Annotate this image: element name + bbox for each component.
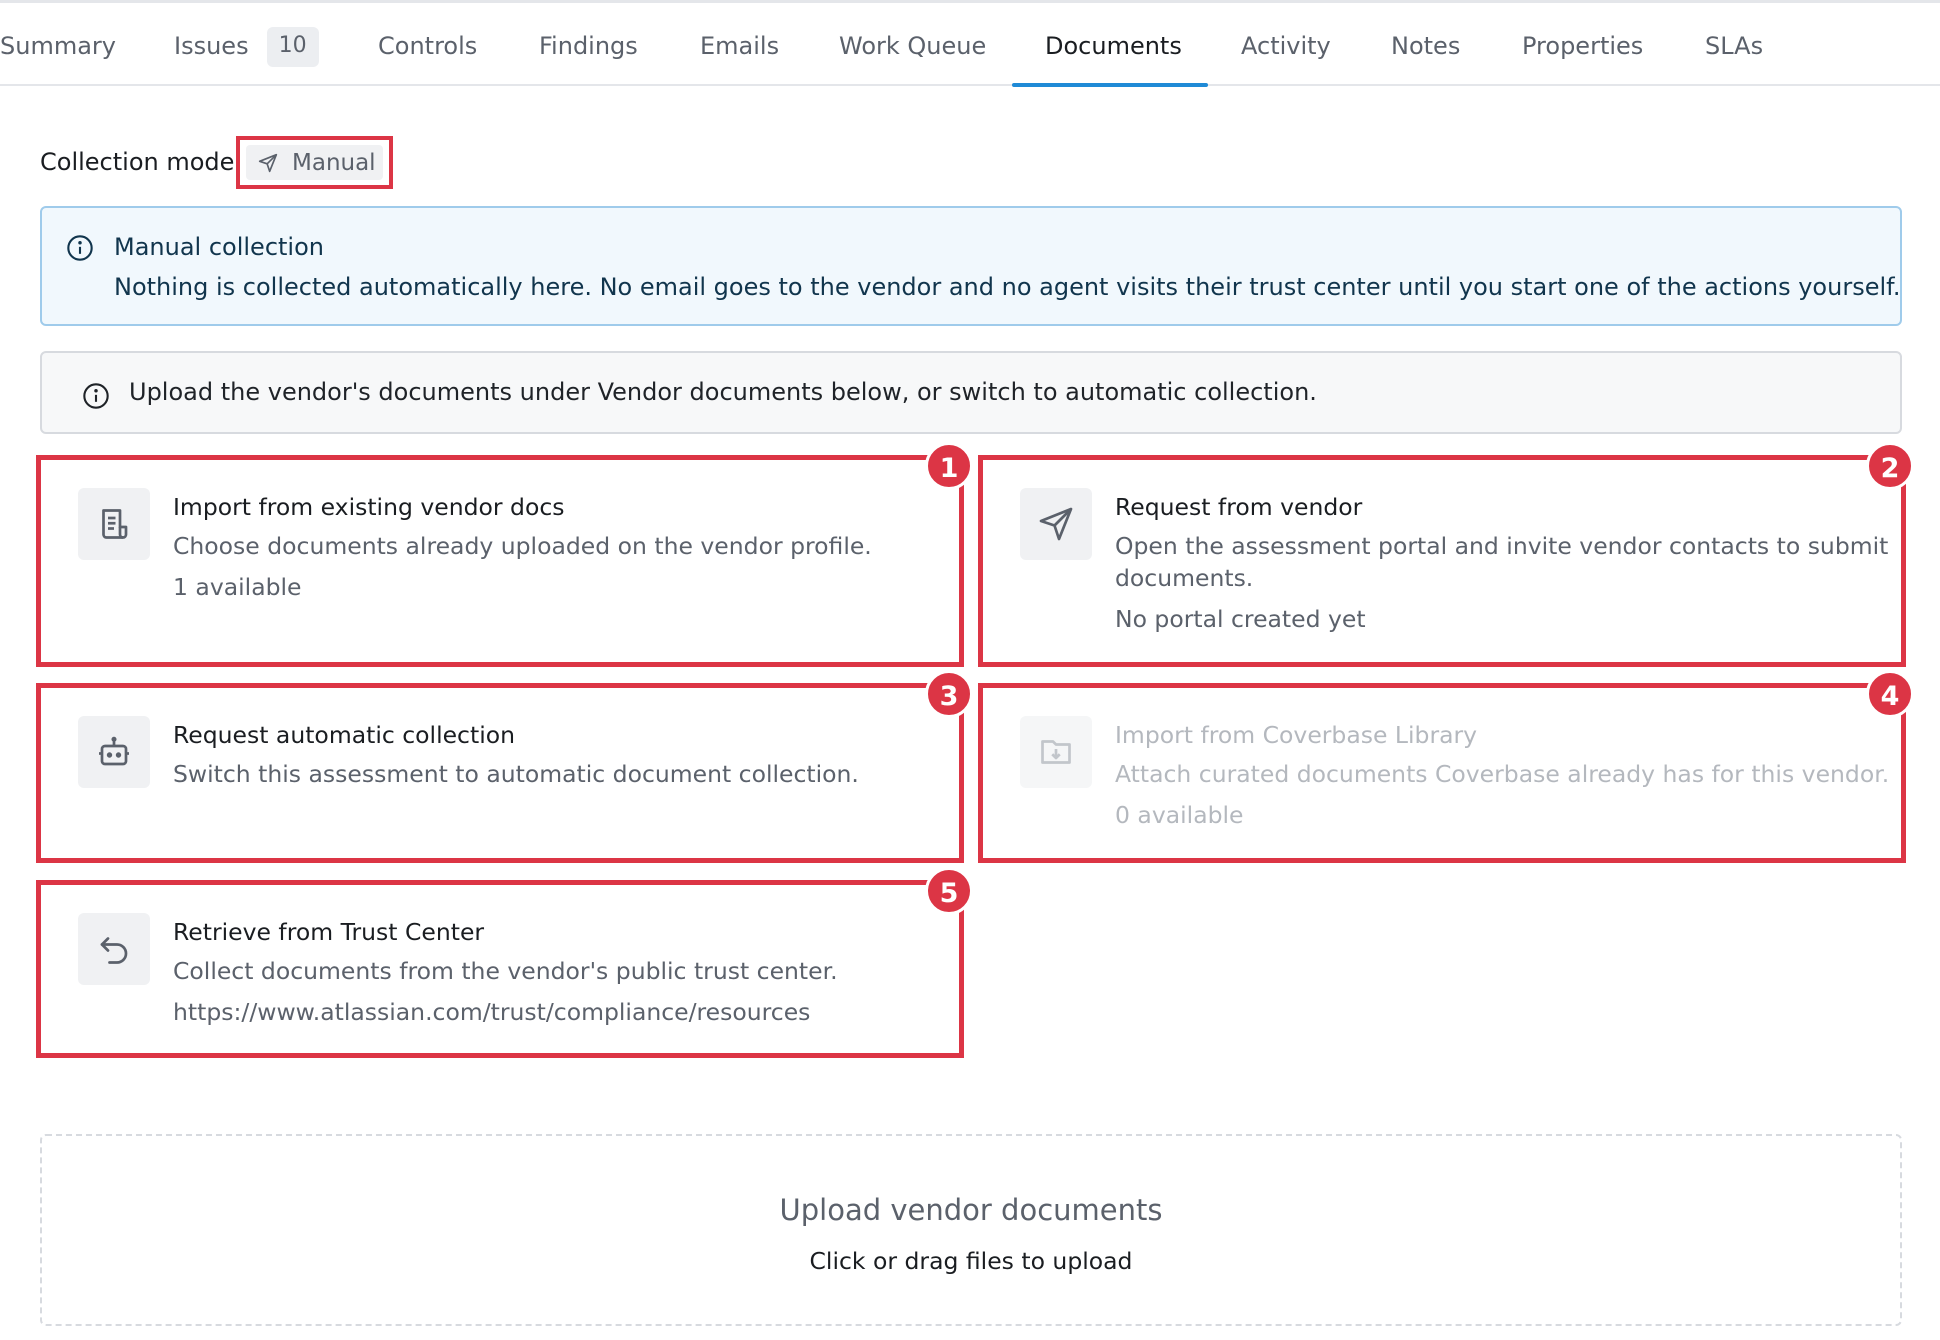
hint-text: Upload the vendor's documents under Vendor documents below, or switch to automatic collection. — [129, 378, 1317, 406]
card-description: Switch this assessment to automatic document collection. — [173, 760, 859, 788]
card-description: Open the assessment portal and invite vendor contacts to submit documents. — [1115, 532, 1889, 592]
undo-arrow-icon — [96, 931, 132, 967]
tab-findings[interactable]: Findings — [539, 32, 638, 60]
card-icon-box — [78, 913, 150, 985]
tab-work-queue[interactable]: Work Queue — [839, 32, 987, 60]
retrieve-trust-center-card[interactable] — [36, 880, 964, 1058]
request-from-vendor-card[interactable] — [978, 455, 1906, 667]
document-icon — [96, 506, 132, 542]
import-coverbase-library-card — [978, 683, 1906, 863]
card-meta: No portal created yet — [1115, 605, 1366, 633]
robot-icon — [96, 734, 132, 770]
annotation-marker-5: 5 — [925, 867, 973, 915]
card-title: Import from Coverbase Library — [1115, 721, 1478, 749]
info-icon — [82, 382, 110, 410]
annotation-marker-4: 4 — [1866, 670, 1914, 718]
tab-activity[interactable]: Activity — [1241, 32, 1331, 60]
manual-collection-banner — [40, 206, 1902, 326]
card-icon-box — [78, 488, 150, 560]
card-icon-box — [78, 716, 150, 788]
tab-emails[interactable]: Emails — [700, 32, 780, 60]
import-existing-docs-card[interactable] — [36, 455, 964, 667]
tab-slas[interactable]: SLAs — [1705, 32, 1764, 60]
tab-documents[interactable]: Documents — [1045, 32, 1182, 60]
upload-dropzone[interactable] — [40, 1134, 1902, 1326]
annotation-marker-1: 1 — [925, 442, 973, 490]
tab-controls[interactable]: Controls — [378, 32, 478, 60]
send-icon — [1038, 506, 1074, 542]
info-icon — [66, 234, 94, 262]
send-icon — [258, 153, 278, 173]
issues-count-badge: 10 — [267, 27, 319, 67]
card-description: Choose documents already uploaded on the vendor profile. — [173, 532, 872, 560]
collection-mode-label: Collection mode — [40, 148, 235, 176]
card-title: Request automatic collection — [173, 721, 515, 749]
collection-mode-selector[interactable] — [246, 145, 383, 180]
card-icon-box — [1020, 716, 1092, 788]
card-title: Import from existing vendor docs — [173, 493, 565, 521]
card-title: Retrieve from Trust Center — [173, 918, 485, 946]
annotation-marker-2: 2 — [1866, 442, 1914, 490]
card-title: Request from vendor — [1115, 493, 1363, 521]
tab-summary[interactable]: Summary — [0, 32, 116, 60]
tab-bar — [0, 0, 1940, 86]
card-icon-box — [1020, 488, 1092, 560]
tab-issues[interactable] — [174, 3, 319, 87]
card-meta: 0 available — [1115, 801, 1244, 829]
upload-subtitle: Click or drag files to upload — [809, 1247, 1133, 1275]
upload-hint-banner — [40, 351, 1902, 434]
tab-properties[interactable]: Properties — [1522, 32, 1644, 60]
card-description: Attach curated documents Coverbase already has for this vendor. — [1115, 760, 1890, 788]
banner-text: Nothing is collected automatically here. No email goes to the vendor and no agent visits their trust center until you start one of the actions yourself. — [114, 273, 1901, 301]
tab-issues-label: Issues — [174, 32, 249, 60]
card-meta: 1 available — [173, 573, 302, 601]
card-description: Collect documents from the vendor's public trust center. — [173, 957, 838, 985]
annotation-marker-3: 3 — [925, 670, 973, 718]
collection-mode-highlight — [236, 136, 393, 189]
banner-title: Manual collection — [114, 233, 324, 261]
active-tab-indicator — [1012, 83, 1208, 87]
tab-notes[interactable]: Notes — [1391, 32, 1461, 60]
request-automatic-collection-card[interactable] — [36, 683, 964, 863]
trust-center-link[interactable]: https://www.atlassian.com/trust/compliance/resources — [173, 998, 811, 1026]
upload-title: Upload vendor documents — [779, 1193, 1163, 1227]
collection-mode-value: Manual — [292, 149, 376, 176]
folder-download-icon — [1038, 734, 1074, 770]
